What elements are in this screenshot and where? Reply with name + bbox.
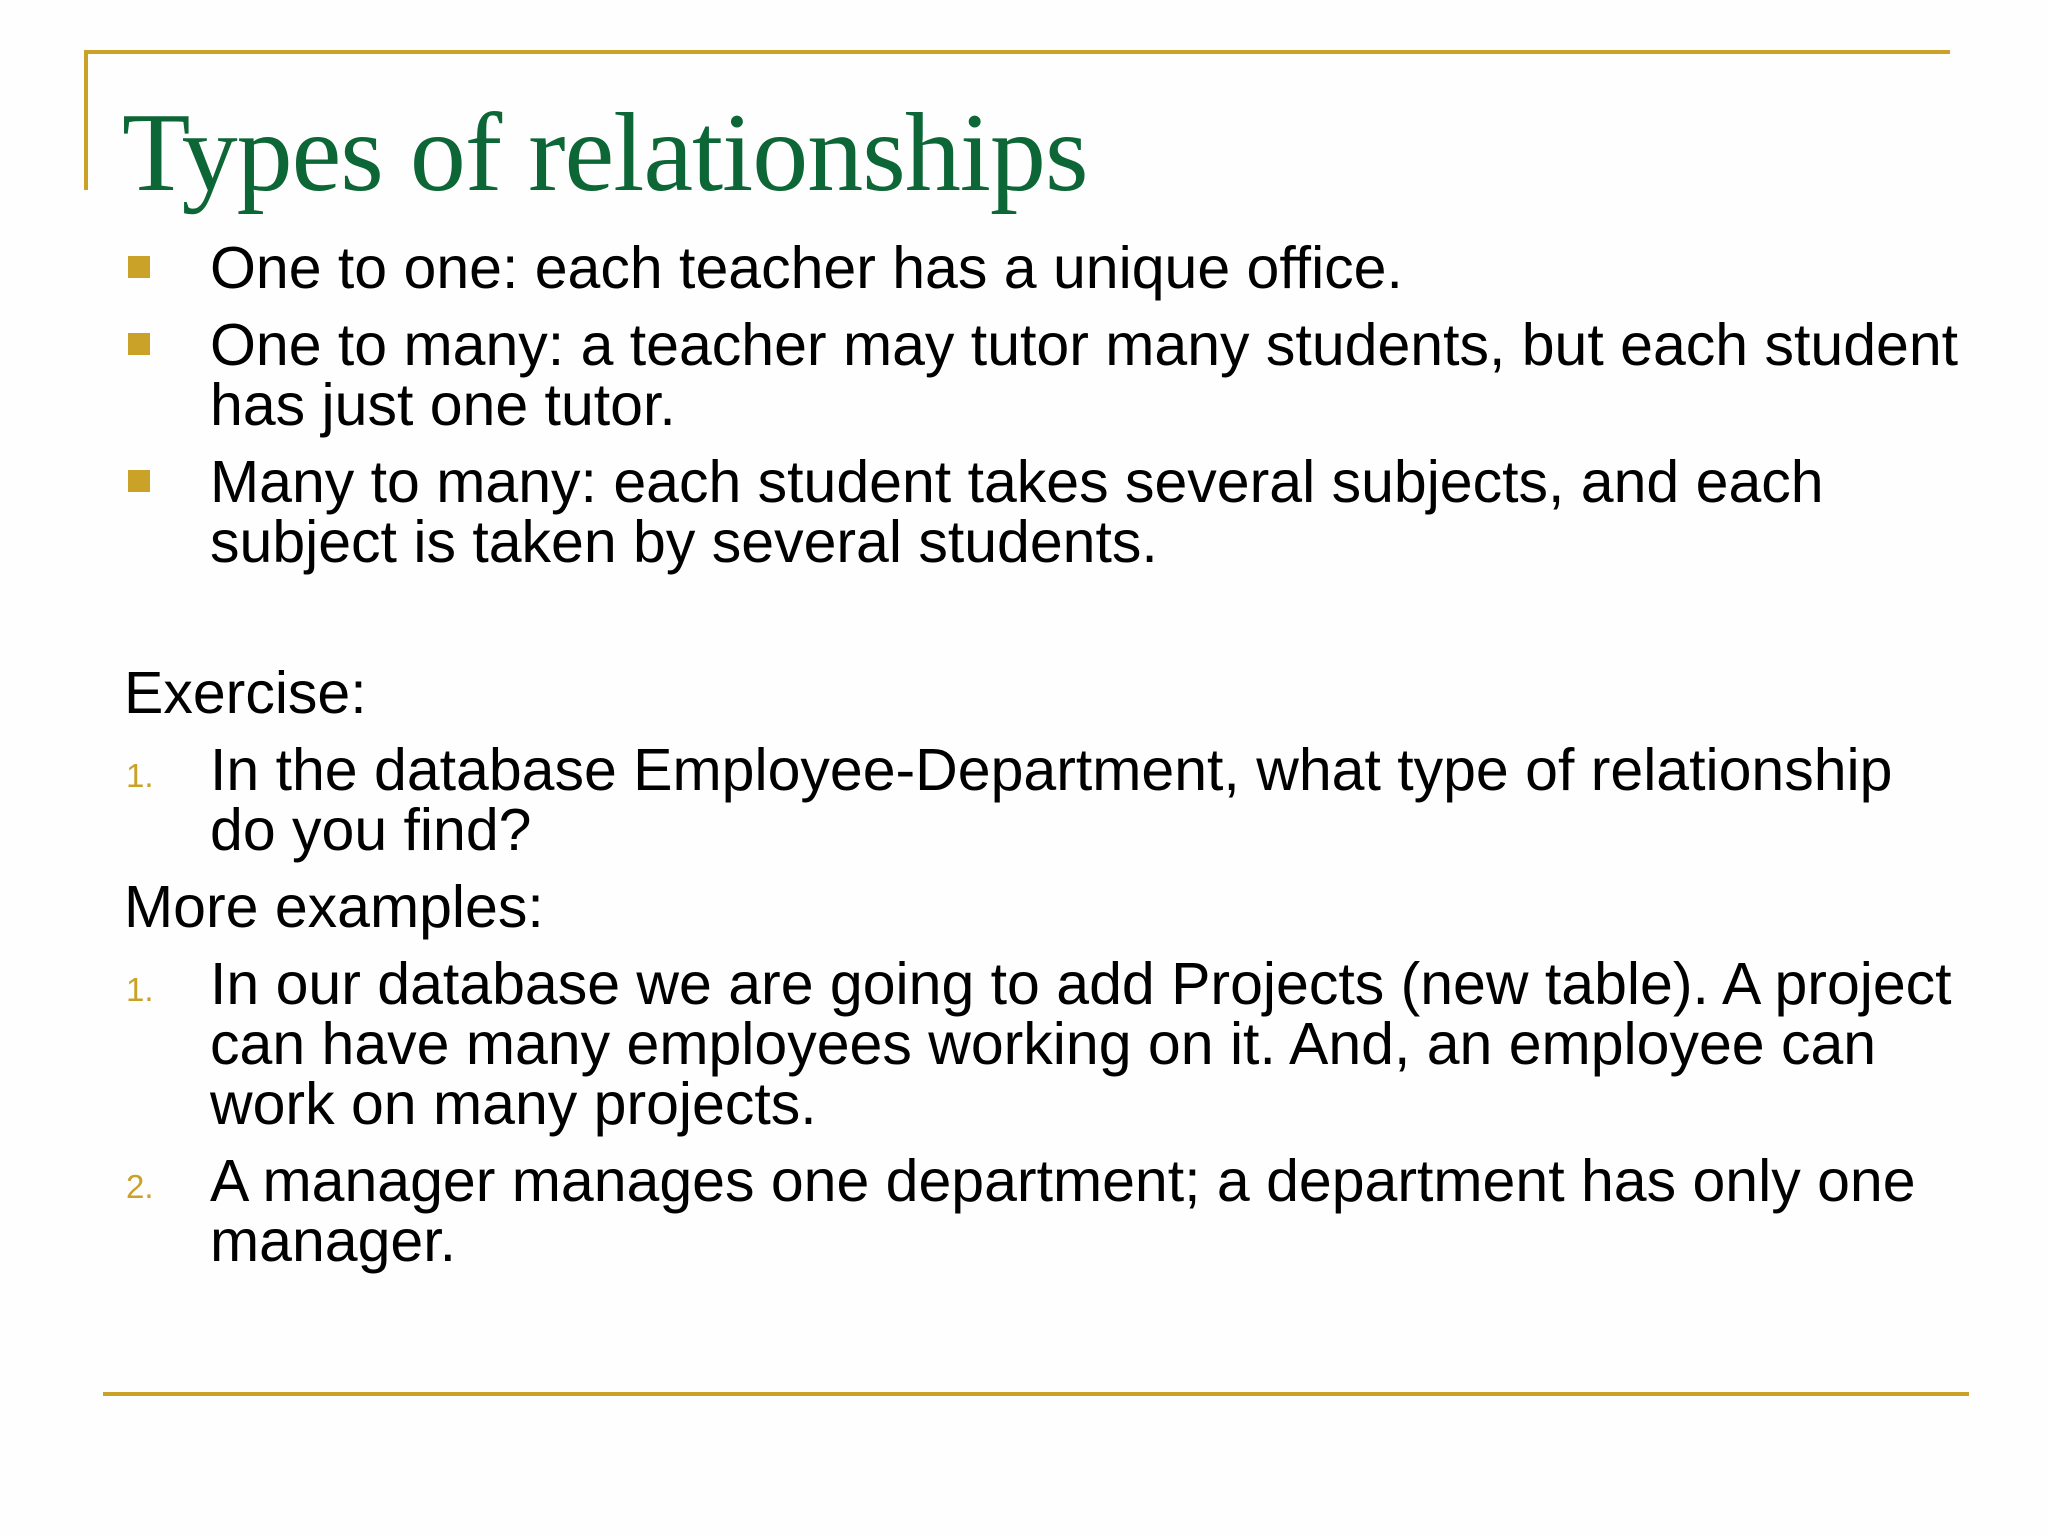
bullet-text: One to many: a teacher may tutor many students, but each student has just one tutor. — [210, 312, 1959, 438]
square-bullet-icon — [128, 256, 150, 278]
square-bullet-icon — [128, 470, 150, 492]
frame-top-rule — [84, 50, 1950, 54]
item-number: 1. — [126, 971, 154, 1008]
frame-left-rule — [84, 50, 88, 190]
example-item — [124, 1148, 1964, 1274]
exercise-item — [124, 737, 1964, 863]
example-item-text: A manager manages one department; a department has only one manager. — [210, 1148, 1916, 1274]
bullet-item — [124, 235, 1964, 301]
item-number: 2. — [126, 1168, 154, 1205]
bullet-item — [124, 312, 1964, 438]
example-item — [124, 951, 1964, 1137]
slide-body — [124, 235, 1964, 1288]
bullet-text: One to one: each teacher has a unique office. — [210, 235, 1403, 301]
square-bullet-icon — [128, 333, 150, 355]
item-number: 1. — [126, 757, 154, 794]
more-examples-heading: More examples: — [124, 874, 544, 940]
slide-title: Types of relationships — [122, 91, 1088, 215]
frame-bottom-rule — [103, 1392, 1969, 1396]
example-item-text: In our database we are going to add Projects (new table). A project can have many employees working on it. And, an employee can work on many projects. — [210, 951, 1952, 1137]
bullet-item — [124, 449, 1964, 575]
exercise-heading: Exercise: — [124, 660, 367, 726]
exercise-item-text: In the database Employee-Department, what type of relationship do you find? — [210, 737, 1893, 863]
spacer — [124, 589, 1964, 663]
bullet-text: Many to many: each student takes several subjects, and each subject is taken by several students. — [210, 449, 1824, 575]
